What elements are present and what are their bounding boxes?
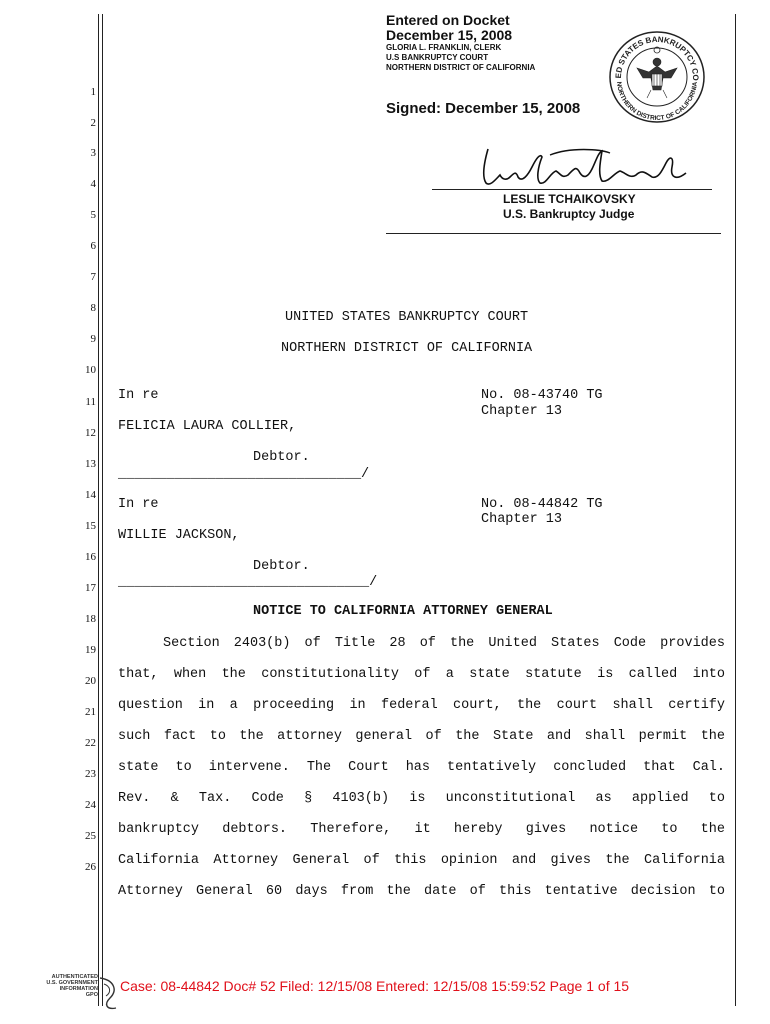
case-number: No. 08-43740 TG (481, 388, 603, 403)
body-line-1: Section 2403(b) of Title 28 of the United States Code provides (163, 636, 725, 651)
court-seal-icon (607, 28, 707, 124)
docket-district: NORTHERN DISTRICT OF CALIFORNIA (386, 63, 536, 72)
docket-entered: Entered on Docket (386, 12, 510, 28)
line-number: 4 (90, 178, 96, 190)
body-line-6: Rev. & Tax. Code § 4103(b) is unconstitutional as applied to (118, 791, 725, 806)
line-number: 24 (85, 799, 96, 811)
caption-rule: ______________________________/ (118, 467, 370, 482)
line-number: 11 (85, 396, 96, 408)
body-line-9: Attorney General 60 days from the date of this tentative decision to (118, 884, 725, 899)
gpo-line-2: U.S. GOVERNMENT (46, 980, 98, 986)
svg-text:NORTHERN DISTRICT OF CALIFORNI: NORTHERN DISTRICT OF CALIFORNIA (614, 81, 700, 123)
in-re-label: In re (118, 388, 159, 403)
judge-signature-image (480, 143, 700, 191)
case-chapter: Chapter 13 (481, 404, 563, 419)
debtor-name: WILLIE JACKSON, (118, 528, 240, 543)
caption-rule: _______________________________/ (118, 575, 378, 590)
court-district: NORTHERN DISTRICT OF CALIFORNIA (281, 341, 533, 356)
left-margin-rule-inner (102, 14, 103, 1006)
filing-footer: Case: 08-44842 Doc# 52 Filed: 12/15/08 Entered: 12/15/08 15:59:52 Page 1 of 15 (120, 978, 630, 994)
line-number: 25 (85, 830, 96, 842)
line-number: 10 (85, 364, 96, 376)
notice-title: NOTICE TO CALIFORNIA ATTORNEY GENERAL (253, 604, 553, 619)
case-chapter: Chapter 13 (481, 512, 563, 527)
docket-court: U.S BANKRUPTCY COURT (386, 53, 489, 62)
signed-date: Signed: December 15, 2008 (386, 100, 581, 117)
line-number: 14 (85, 489, 96, 501)
line-number: 12 (85, 427, 96, 439)
header-divider (386, 233, 721, 234)
right-margin-rule (735, 14, 736, 1006)
left-margin-rule-outer (98, 14, 99, 1006)
line-number: 18 (85, 613, 96, 625)
body-line-8: California Attorney General of this opinion and gives the California (118, 853, 725, 868)
gpo-eagle-icon (96, 974, 122, 1012)
line-number: 16 (85, 551, 96, 563)
debtor-name: FELICIA LAURA COLLIER, (118, 419, 297, 434)
judge-name: LESLIE TCHAIKOVSKY (503, 192, 636, 206)
gpo-line-4: GPO (85, 992, 98, 998)
court-seal (607, 28, 707, 124)
line-number: 23 (85, 768, 96, 780)
signature-icon (480, 143, 700, 191)
body-line-4: such fact to the attorney general of the State and shall permit the (118, 729, 725, 744)
line-number: 5 (90, 209, 96, 221)
line-number: 9 (90, 333, 96, 345)
case-number: No. 08-44842 TG (481, 497, 603, 512)
court-name: UNITED STATES BANKRUPTCY COURT (285, 310, 529, 325)
line-number: 1 (90, 86, 96, 98)
line-number: 20 (85, 675, 96, 687)
line-number: 26 (85, 861, 96, 873)
line-number: 7 (90, 271, 96, 283)
body-line-2: that, when the constitutionality of a state statute is called into (118, 667, 725, 682)
line-number: 13 (85, 458, 96, 470)
docket-clerk: GLORIA L. FRANKLIN, CLERK (386, 43, 502, 52)
gpo-line-3: INFORMATION (59, 986, 98, 992)
in-re-label: In re (118, 497, 159, 512)
body-line-5: state to intervene. The Court has tentatively concluded that Cal. (118, 760, 725, 775)
docket-stamp (386, 13, 535, 73)
line-number: 15 (85, 520, 96, 532)
signature-line (432, 189, 712, 190)
judge-title: U.S. Bankruptcy Judge (503, 207, 635, 221)
line-number: 6 (90, 240, 96, 252)
line-number: 8 (90, 302, 96, 314)
line-number: 21 (85, 706, 96, 718)
line-number: 17 (85, 582, 96, 594)
line-number: 22 (85, 737, 96, 749)
line-number: 3 (90, 147, 96, 159)
line-number: 2 (90, 117, 96, 129)
body-line-3: question in a proceeding in federal court, the court shall certify (118, 698, 725, 713)
svg-text:UNITED STATES BANKRUPTCY COURT: ED STATES BANKRUPTCY CO (613, 34, 701, 81)
docket-date: December 15, 2008 (386, 27, 513, 43)
line-number: 19 (85, 644, 96, 656)
debtor-label: Debtor. (253, 450, 310, 465)
debtor-label: Debtor. (253, 559, 310, 574)
gpo-authenticated-logo (42, 974, 122, 1014)
body-line-7: bankruptcy debtors. Therefore, it hereby gives notice to the (118, 822, 725, 837)
gpo-line-1: AUTHENTICATED (51, 974, 98, 980)
